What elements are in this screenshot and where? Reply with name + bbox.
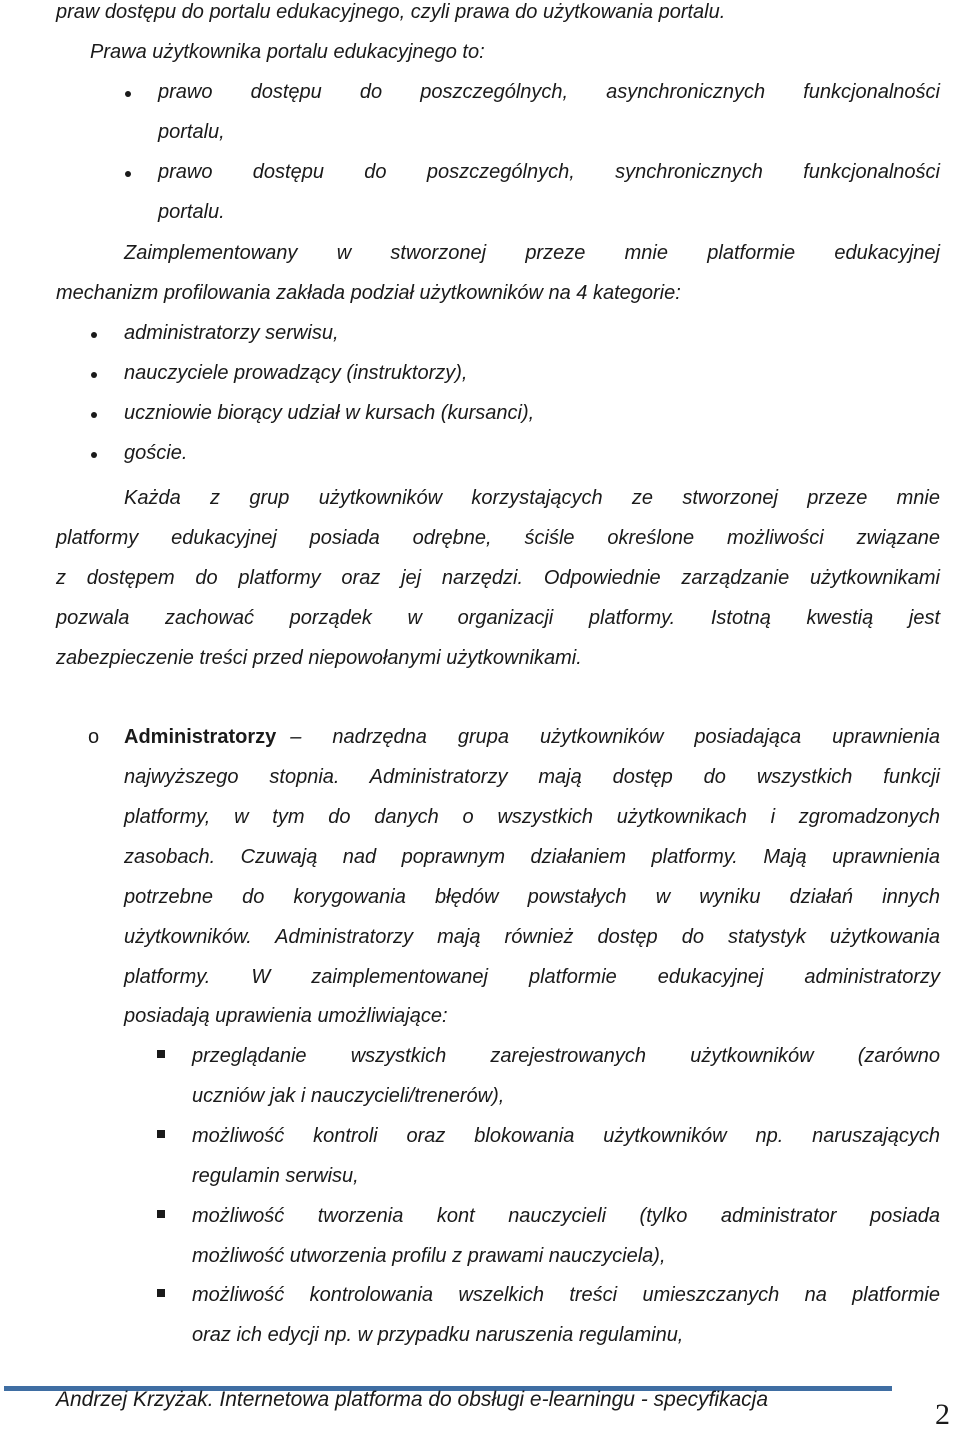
text-line: Każda z grup użytkowników korzystających ze stworzonej przeze mnie <box>124 487 940 509</box>
text-line: posiadają uprawienia umożliwiające: <box>124 1005 448 1027</box>
list-item-text: regulamin serwisu, <box>192 1165 359 1187</box>
list-item: goście. <box>124 442 188 464</box>
square-bullet-icon <box>157 1130 165 1138</box>
bullet-dot-icon <box>91 372 97 378</box>
text-line: zasobach. Czuwają nad poprawnym działaniem platformy. Mają uprawnienia <box>124 846 940 868</box>
text-line: Prawa użytkownika portalu edukacyjnego to: <box>90 41 485 63</box>
admin-heading-line <box>124 725 940 749</box>
text-line: mechanizm profilowania zakłada podział użytkowników na 4 kategorie: <box>56 282 681 304</box>
list-item-text: przeglądanie wszystkich zarejestrowanych użytkowników (zarówno <box>192 1045 940 1067</box>
bullet-dot-icon <box>91 452 97 458</box>
list-item-text: portalu. <box>158 201 225 223</box>
list-item-text: prawo dostępu do poszczególnych, synchronicznych funkcjonalności <box>158 161 940 183</box>
footer-text: Andrzej Krzyżak. Internetowa platforma do obsługi e-learningu - specyfikacja <box>56 1388 769 1411</box>
text-line: użytkowników. Administratorzy mają również dostęp do statystyk użytkowania <box>124 926 940 948</box>
bullet-dot-icon <box>91 412 97 418</box>
list-marker: o <box>88 726 100 748</box>
list-item-text: możliwość tworzenia kont nauczycieli (tylko administrator posiada <box>192 1205 940 1227</box>
text-line: platformy. W zaimplementowanej platformie edukacyjnej administratorzy <box>124 966 940 988</box>
admin-term: Administratorzy <box>124 726 277 748</box>
list-item-text: prawo dostępu do poszczególnych, asynchronicznych funkcjonalności <box>158 81 940 103</box>
text-line: z dostępem do platformy oraz jej narzędzi. Odpowiednie zarządzanie użytkownikami <box>56 567 940 589</box>
list-item: administratorzy serwisu, <box>124 322 339 344</box>
bullet-dot-icon <box>125 91 131 97</box>
list-item-text: możliwość utworzenia profilu z prawami nauczyciela), <box>192 1245 666 1267</box>
list-item-text: oraz ich edycji np. w przypadku naruszenia regulaminu, <box>192 1324 684 1346</box>
text-line: Zaimplementowany w stworzonej przeze mnie platformie edukacyjnej <box>124 242 940 264</box>
list-item: uczniowie biorący udział w kursach (kursanci), <box>124 402 535 424</box>
text-line: platformy, w tym do danych o wszystkich użytkownikach i zgromadzonych <box>124 806 940 828</box>
text-line: pozwala zachować porządek w organizacji platformy. Istotną kwestią jest <box>56 607 940 629</box>
text-line: platformy edukacyjnej posiada odrębne, ściśle określone możliwości związane <box>56 527 940 549</box>
page-number: 2 <box>935 1398 950 1431</box>
bullet-dot-icon <box>125 171 131 177</box>
square-bullet-icon <box>157 1289 165 1297</box>
text-line: zabezpieczenie treści przed niepowołanymi użytkownikami. <box>56 647 582 669</box>
bullet-dot-icon <box>91 332 97 338</box>
list-item-text: uczniów jak i nauczycieli/trenerów), <box>192 1085 505 1107</box>
admin-heading-rest: – nadrzędna grupa użytkowników posiadająca uprawnienia <box>290 726 940 748</box>
text-line: potrzebne do korygowania błędów powstałych w wyniku działań innych <box>124 886 940 908</box>
list-item-text: portalu, <box>158 121 225 143</box>
list-item: nauczyciele prowadzący (instruktorzy), <box>124 362 468 384</box>
list-item-text: możliwość kontroli oraz blokowania użytkowników np. naruszających <box>192 1125 940 1147</box>
text-line: najwyższego stopnia. Administratorzy mają dostęp do wszystkich funkcji <box>124 766 940 788</box>
text-line: praw dostępu do portalu edukacyjnego, czyli prawa do użytkowania portalu. <box>56 1 726 23</box>
square-bullet-icon <box>157 1210 165 1218</box>
square-bullet-icon <box>157 1050 165 1058</box>
list-item-text: możliwość kontrolowania wszelkich treści umieszczanych na platformie <box>192 1284 940 1306</box>
